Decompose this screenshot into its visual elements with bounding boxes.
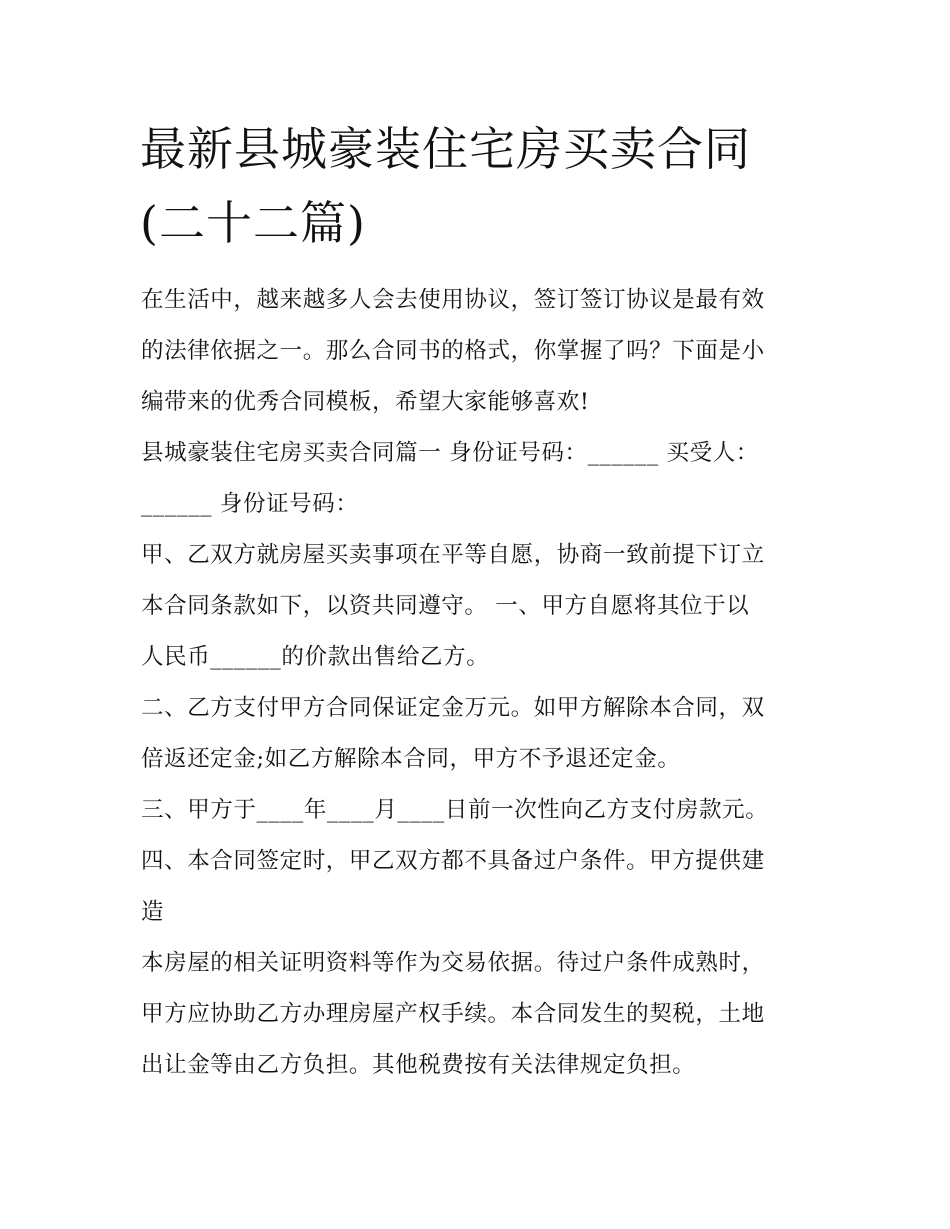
document-title bbox=[140, 112, 820, 260]
body-line: 三、甲方于____年____月____日前一次性向乙方支付房款元。 bbox=[141, 797, 769, 823]
body-line: 出让金等由乙方负担。其他税费按有关法律规定负担。 bbox=[141, 1052, 696, 1078]
body-line: 编带来的优秀合同模板，希望大家能够喜欢! bbox=[141, 389, 590, 415]
body-line: 四、本合同签定时，甲乙双方都不具备过户条件。甲方提供建 bbox=[141, 848, 765, 874]
title-line-1: 最新县城豪装住宅房买卖合同 bbox=[140, 122, 751, 176]
body-line: 倍返还定金;如乙方解除本合同，甲方不予退还定金。 bbox=[141, 746, 681, 772]
body-line: 人民币______的价款出售给乙方。 bbox=[141, 644, 490, 670]
document-body bbox=[141, 275, 821, 1091]
body-line: 造 bbox=[141, 899, 165, 925]
title-line-2: (二十二篇) bbox=[140, 196, 366, 250]
body-line: ______ 身份证号码： bbox=[141, 491, 359, 517]
body-line: 县城豪装住宅房买卖合同篇一 身份证号码：______ 买受人： bbox=[141, 440, 759, 466]
body-line: 甲、乙双方就房屋买卖事项在平等自愿，协商一致前提下订立 bbox=[141, 542, 765, 568]
body-line: 在生活中，越来越多人会去使用协议，签订签订协议是最有效 bbox=[141, 287, 765, 313]
body-line: 本合同条款如下，以资共同遵守。 一、甲方自愿将其位于以 bbox=[141, 593, 750, 619]
body-line: 甲方应协助乙方办理房屋产权手续。本合同发生的契税，土地 bbox=[141, 1001, 765, 1027]
body-line: 二、乙方支付甲方合同保证定金万元。如甲方解除本合同，双 bbox=[141, 695, 765, 721]
body-line: 的法律依据之一。那么合同书的格式，你掌握了吗？下面是小 bbox=[141, 338, 765, 364]
body-line: 本房屋的相关证明资料等作为交易依据。待过户条件成熟时， bbox=[141, 950, 765, 976]
